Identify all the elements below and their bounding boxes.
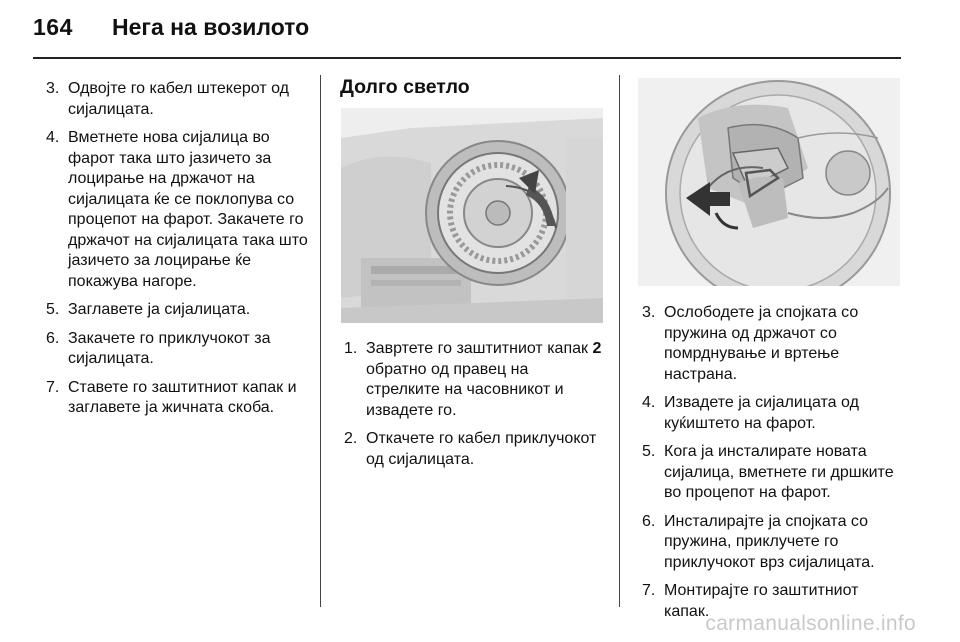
step-number: 6. [642, 512, 656, 530]
middle-column [344, 339, 606, 478]
step-number: 5. [642, 443, 656, 460]
step-item [46, 128, 308, 292]
step-item [46, 300, 308, 321]
step-number: 6. [46, 329, 60, 347]
step-number: 3. [46, 80, 60, 97]
step-text: Вметнете нова сијалица во фарот така што јазичето за лоцирање на држачот на сијалицата ќе се поклопува со процепот на фарот. Закачете го држачот на сијалицата така што јазичето за лоцирање ќе покажува нагоре. [68, 129, 308, 290]
step-text: Инсталирајте ја спојката со пружина, приклучете го приклучокот врз сијалицата. [664, 512, 875, 571]
headlight-bulb-cover-figure [341, 108, 603, 323]
step-number: 5. [46, 301, 60, 318]
column-divider-right [619, 75, 620, 607]
headlight-cover-illustration [341, 108, 603, 323]
step-item [46, 329, 308, 370]
step-text: Ослободете ја спојката со пружина од држачот со помрднување и вртење настрана. [664, 304, 859, 383]
spring-clip-illustration [638, 78, 900, 286]
step-number: 4. [642, 394, 656, 411]
step-text: Закачете го приклучокот за сијалицата. [68, 329, 271, 367]
step-callout-number: 2 [592, 340, 602, 357]
step-number: 4. [46, 129, 60, 146]
section-heading: Долго светло [340, 76, 470, 98]
column-divider-left [320, 75, 321, 607]
middle-steps [344, 339, 606, 470]
step-text: Одвојте го кабел штекерот од сијалицата. [68, 80, 289, 118]
step-text: Откачете го кабел приклучокот од сијалицата. [366, 430, 597, 468]
header-rule [33, 57, 901, 59]
headlight-spring-clip-figure [638, 78, 900, 286]
step-text: Кога ја инсталирате новата сијалица, вметнете ги дршките во процепот на фарот. [664, 443, 894, 501]
footer-watermark: carmanualsonline.info [705, 612, 916, 635]
left-column [46, 79, 308, 427]
step-item [344, 429, 606, 470]
left-steps [46, 79, 308, 419]
step-item [642, 303, 904, 385]
step-number: 3. [642, 304, 656, 321]
step-item [46, 378, 308, 419]
page-number: 164 [33, 14, 73, 40]
right-steps [642, 303, 904, 622]
step-text: Заглавете ја сијалицата. [68, 301, 251, 318]
step-item [642, 442, 904, 504]
page-title: Нега на возилото [112, 14, 310, 40]
step-item [46, 79, 308, 120]
step-number: 7. [642, 582, 656, 599]
step-number: 1. [344, 340, 358, 357]
step-text-pre: Завртете го заштитниот капак [366, 340, 589, 357]
step-item [344, 339, 606, 421]
step-text: Извадете ја сијалицата од куќиштето на фарот. [664, 394, 859, 432]
step-text-post: обратно од правец на стрелките на часовникот и извадете го. [366, 360, 564, 419]
step-text: Ставете го заштитниот капак и заглавете ја жичната скоба. [68, 378, 297, 416]
step-number: 2. [344, 430, 358, 447]
step-item [642, 393, 904, 434]
right-column [642, 303, 904, 630]
step-text: Монтирајте го заштитниот капак. [664, 582, 859, 620]
step-item [642, 512, 904, 574]
step-number: 7. [46, 378, 60, 396]
